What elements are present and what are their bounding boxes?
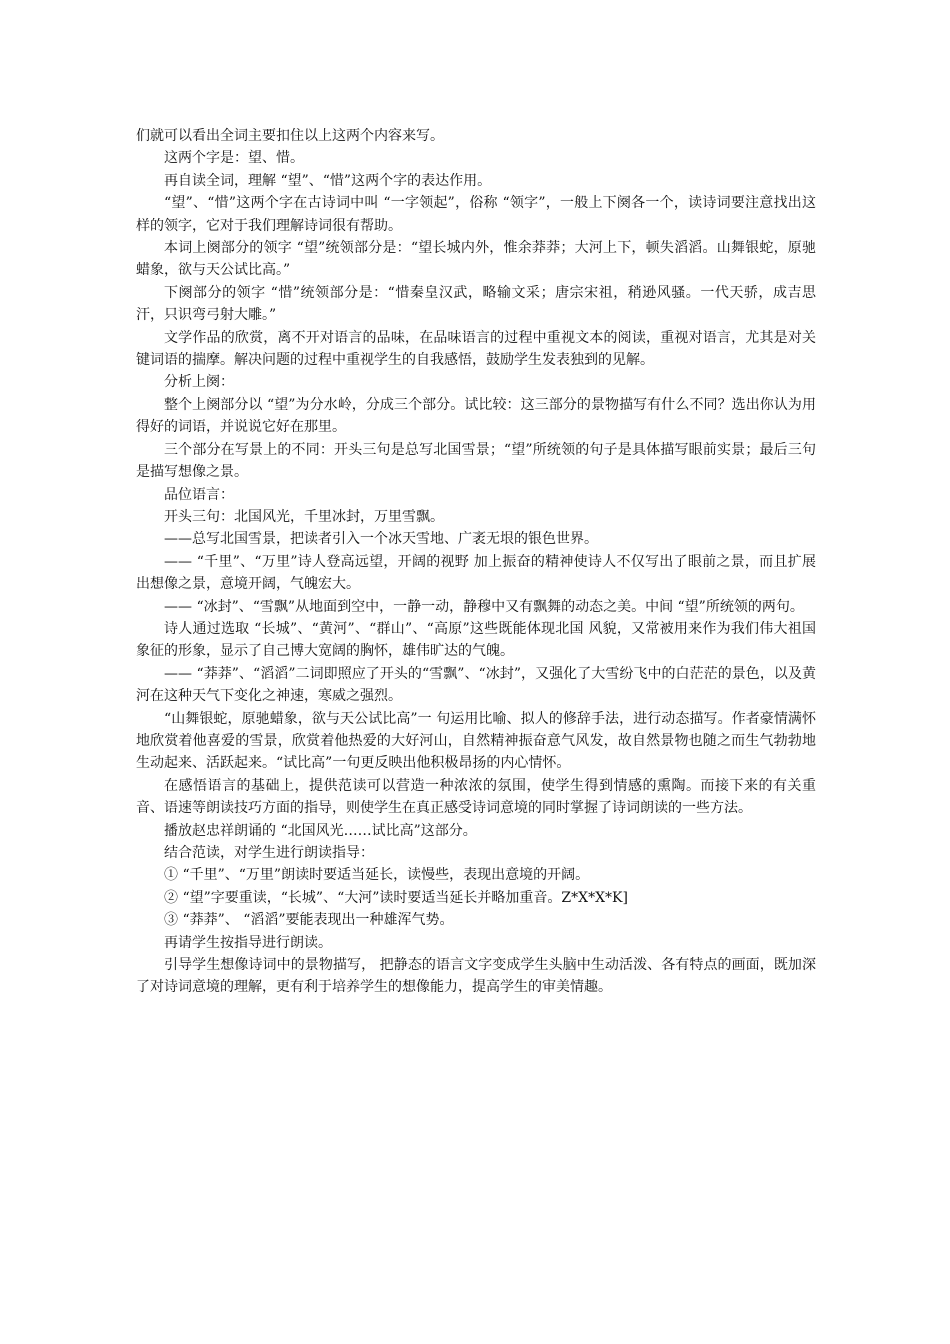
paragraph: 们就可以看出全词主要扣住以上这两个内容来写。: [136, 128, 444, 144]
paragraph: ③ “莽莽”、 “滔滔”要能表现出一种雄浑气势。: [164, 912, 454, 929]
paragraph: —— “莽莽”、“滔滔”二词即照应了开头的“雪飘”、“冰封”，又强化了大雪纷飞中的白茫茫的景色，以及黄河在这种天气下变化之神速，寒威之强烈。: [136, 665, 816, 705]
paragraph: 三个部分在写景上的不同：开头三句是总写北国雪景；“望”所统领的句子是具体描写眼前实景；最后三句是描写想像之景。: [136, 441, 816, 481]
paragraph: 诗人通过选取 “长城”、“黄河”、“群山”、“高原”这些既能体现北国 风貌，又常被用来作为我们伟大祖国象征的形象，显示了自己博大宽阔的胸怀，雄伟旷达的气魄。: [136, 620, 816, 660]
paragraph: 在感悟语言的基础上，提供范读可以营造一种浓浓的氛围，使学生得到情感的熏陶。而接下来的有关重音、语速等朗读技巧方面的指导，则使学生在真正感受诗词意境的同时掌握了诗词朗读的一些方法。: [136, 777, 816, 817]
paragraph: 再自读全词，理解 “望”、“惜”这两个字的表达作用。: [164, 172, 492, 189]
paragraph: “山舞银蛇，原驰蜡象，欲与天公试比高”一 句运用比喻、拟人的修辞手法，进行动态描写。作者豪情满怀地欣赏着他喜爱的雪景，欣赏着他热爱的大好河山，自然精神振奋意气风发，故自然景物也随之而生气勃勃地生动起来、活跃起来。“试比高”一句更反映出他积极昂扬的内心情怀。: [136, 710, 816, 772]
document-body: [136, 125, 816, 999]
paragraph: —— “千里”、“万里”诗人登高远望，开阔的视野 加上振奋的精神使诗人不仅写出了眼前之景，而且扩展出想像之景，意境开阔，气魄宏大。: [136, 553, 816, 593]
paragraph: 文学作品的欣赏，离不开对语言的品味，在品味语言的过程中重视文本的阅读，重视对语言，尤其是对关键词语的揣摩。解决问题的过程中重视学生的自我感悟，鼓励学生发表独到的见解。: [136, 329, 816, 369]
paragraph: 整个上阕部分以 “望”为分水岭，分成三个部分。试比较：这三部分的景物描写有什么不同？选出你认为用得好的词语，并说说它好在那里。: [136, 396, 816, 436]
paragraph: 播放赵忠祥朗诵的 “北国风光……试比高”这部分。: [164, 822, 477, 839]
paragraph: 品位语言：: [164, 486, 234, 503]
paragraph: ① “千里”、“万里”朗读时要适当延长，读慢些，表现出意境的开阔。: [164, 867, 590, 884]
paragraph: 下阕部分的领字 “惜”统领部分是：“惜秦皇汉武，略输文采；唐宗宋祖，稍逊风骚。一代天骄，成吉思汗，只识弯弓射大雕。”: [136, 284, 816, 324]
paragraph: 再请学生按指导进行朗读。: [164, 934, 332, 951]
paragraph: 开头三句：北国风光，千里冰封，万里雪飘。: [164, 508, 444, 525]
paragraph: ——总写北国雪景，把读者引入一个冰天雪地、广袤无垠的银色世界。: [164, 531, 598, 548]
paragraph: ② “望”字要重读，“长城”、“大河”读时要适当延长并略加重音。Z*X*X*K]: [164, 889, 628, 906]
paragraph: 引导学生想像诗词中的景物描写， 把静态的语言文字变成学生头脑中生动活泼、各有特点的画面，既加深了对诗词意境的理解，更有利于培养学生的想像能力，提高学生的审美情趣。: [136, 957, 816, 996]
paragraph: 结合范读，对学生进行朗读指导：: [164, 845, 374, 861]
paragraph: —— “冰封”、“雪飘”从地面到空中，一静一动，静穆中又有飘舞的动态之美。中间 “望”所统领的两句。: [164, 598, 804, 615]
paragraph: 这两个字是：望、惜。: [164, 150, 304, 167]
paragraph: 本词上阕部分的领字 “望”统领部分是：“望长城内外，惟余莽莽；大河上下，顿失滔滔。山舞银蛇，原驰蜡象，欲与天公试比高。”: [136, 240, 816, 279]
paragraph: 分析上阕：: [164, 374, 234, 391]
paragraph: “望”、“惜”这两个字在古诗词中叫 “一字领起”，俗称 “领字”，一般上下阕各一个，读诗词要注意找出这样的领字，它对于我们理解诗词很有帮助。: [136, 195, 816, 234]
